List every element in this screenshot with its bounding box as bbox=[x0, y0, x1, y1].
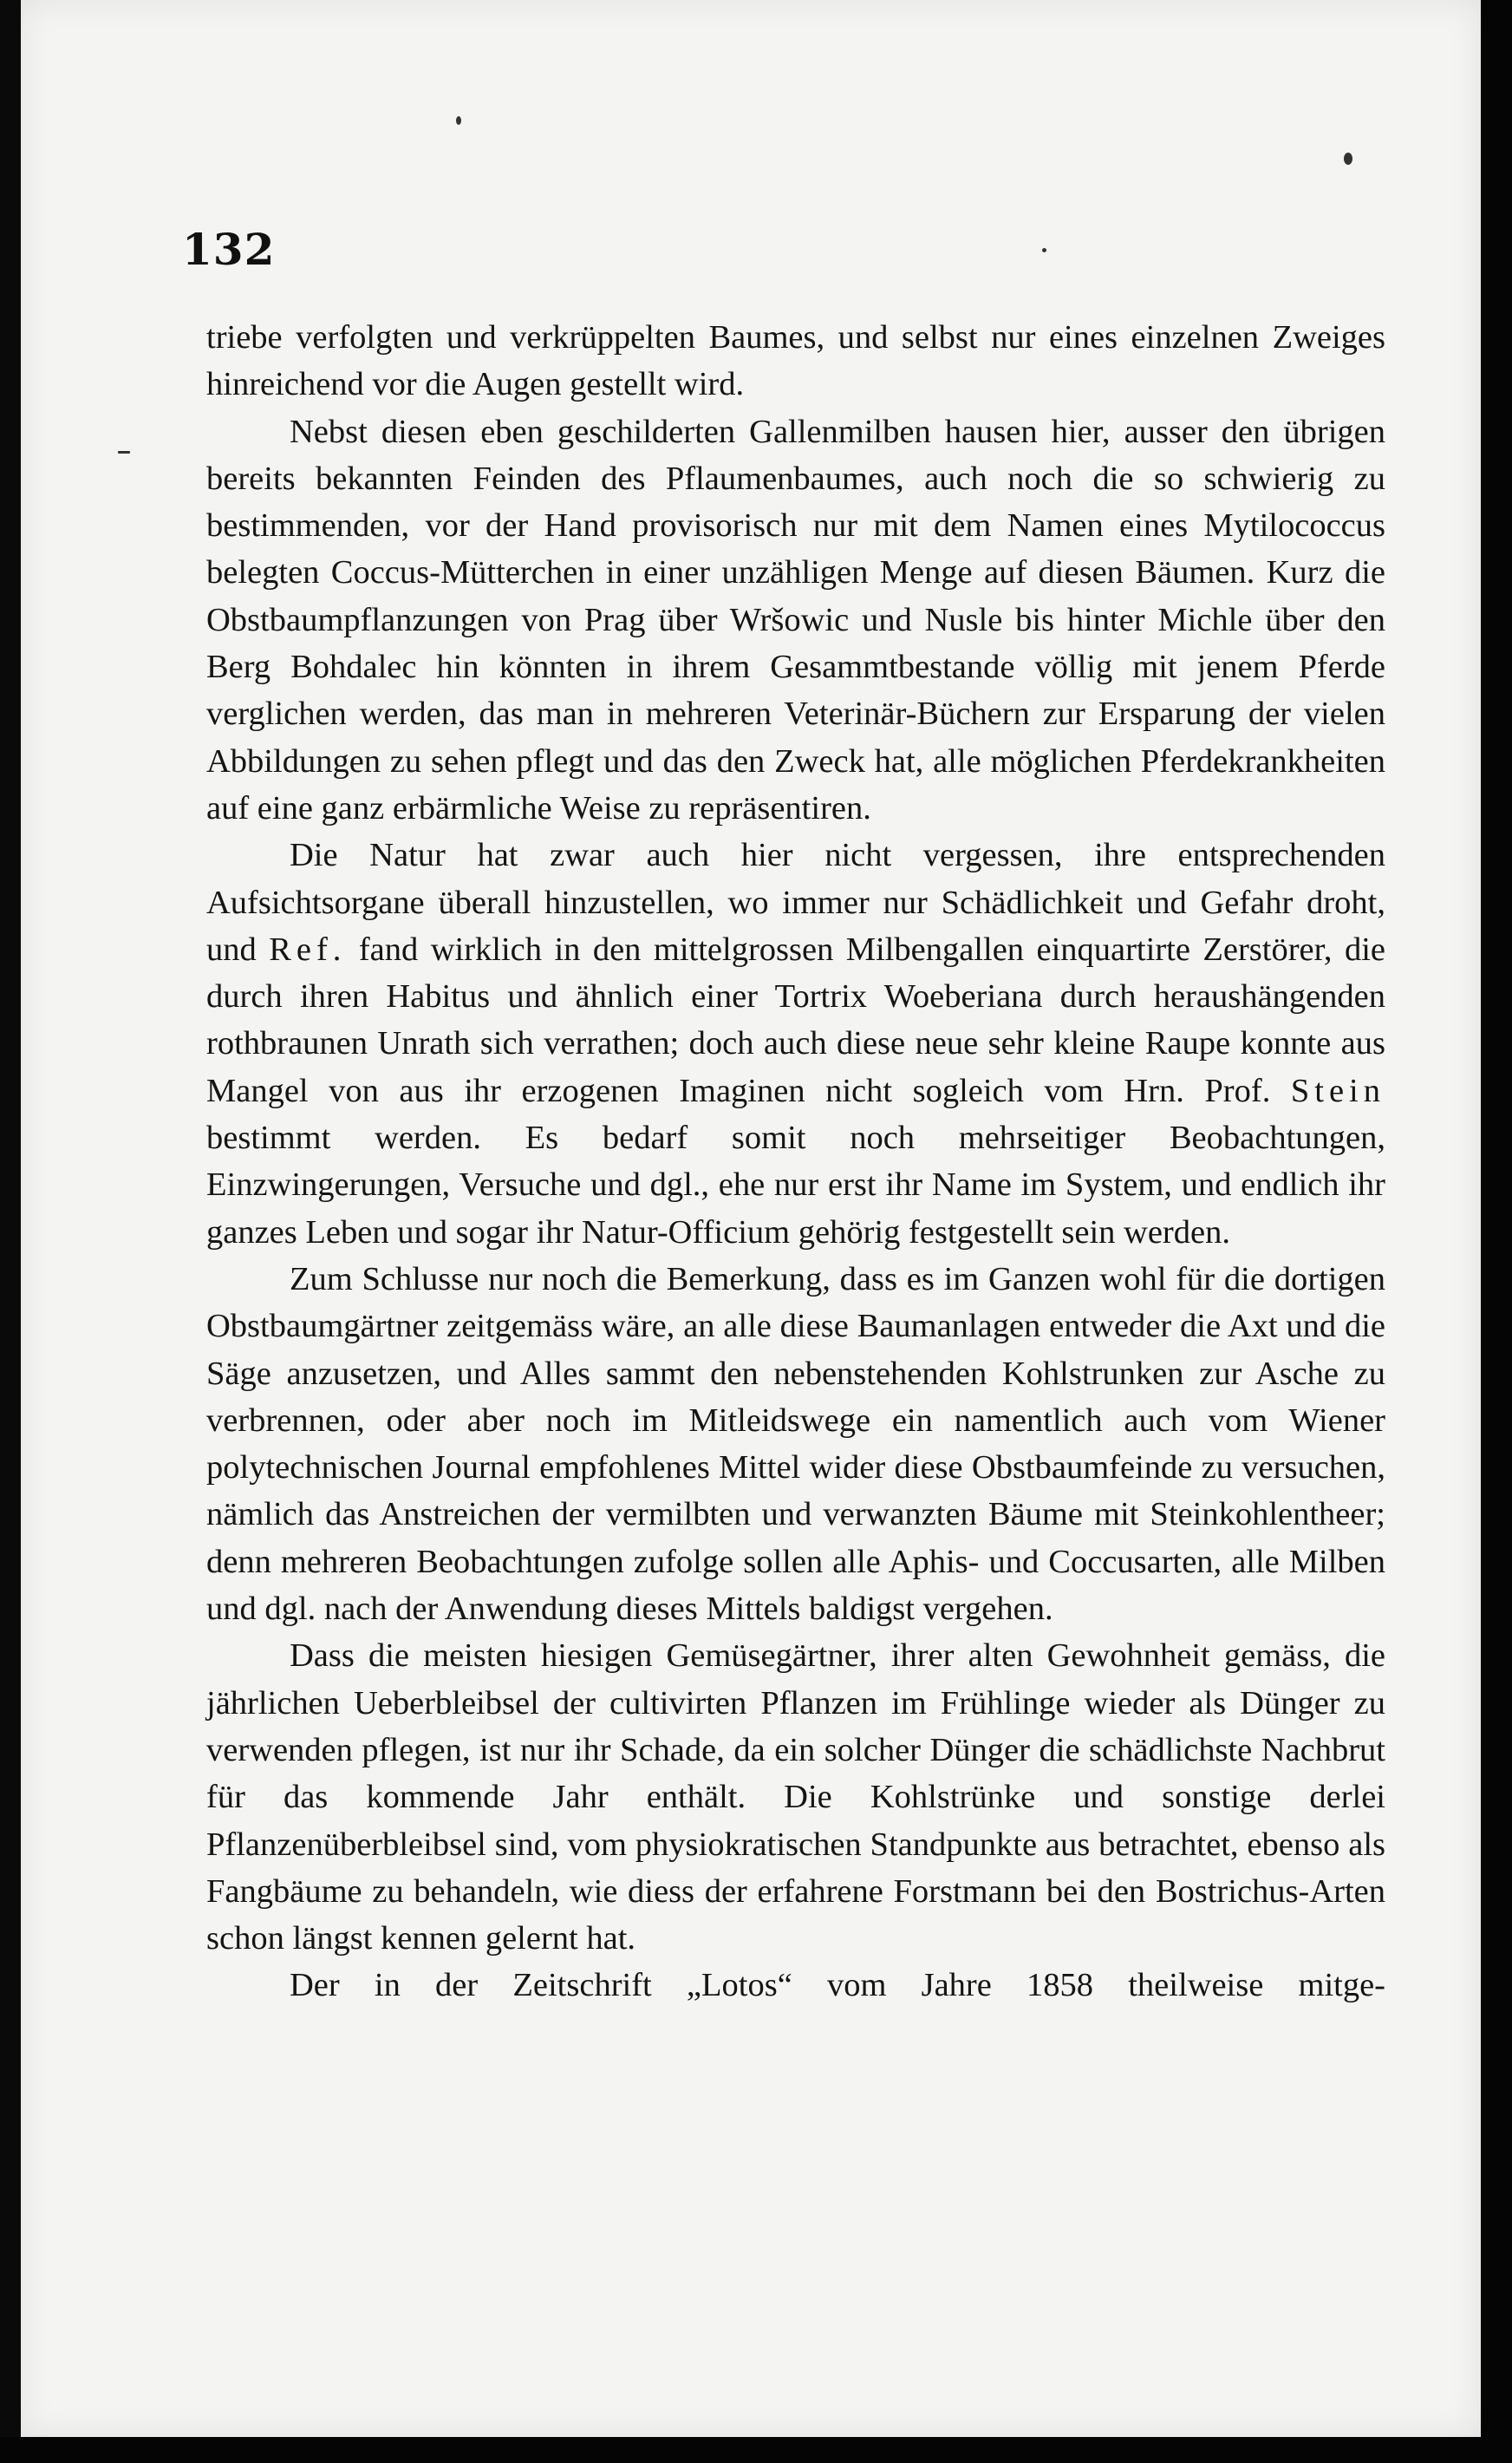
paragraph-2: Nebst diesen eben geschilderten Gallenmilben hausen hier, ausser den übrigen bereits bekannten Feinden des Pflaumenbaumes, auch noch die so schwierig zu bestimmenden, vor der Hand provisorisch nur mit dem Namen eines Mytilococcus belegten Coccus-Mütterchen in einer unzähligen Menge auf diesen Bäumen. Kurz die Obstbaumpflanzungen von Prag über Wršowic und Nusle bis hinter Michle über den Berg Bohdalec hin könnten in ihrem Gesammtbestande völlig mit jenem Pferde verglichen werden, das man in mehreren Veterinär-Büchern zur Ersparung der vielen Abbildungen zu sehen pflegt und das den Zweck hat, alle möglichen Pferdekrankheiten auf eine ganz erbärmliche Weise zu repräsentiren. bbox=[206, 413, 1385, 826]
body-text bbox=[206, 314, 1385, 2009]
scan-border-bottom bbox=[0, 2437, 1512, 2463]
print-speck bbox=[1344, 153, 1352, 165]
paragraph-3-part-1: Die Natur hat zwar auch hier nicht vergessen, ihre entsprechenden Aufsichtsorgane überall hinzustellen, wo immer nur Schädlichkeit und Gefahr droht, und bbox=[206, 837, 1385, 968]
print-speck bbox=[1042, 248, 1046, 252]
paragraph-6: Der in der Zeitschrift „Lotos“ vom Jahre 1858 theilweise mitge- bbox=[290, 1967, 1385, 2004]
print-speck bbox=[456, 116, 461, 125]
person-name-stein: Stein bbox=[1290, 1072, 1385, 1109]
paragraph-4: Zum Schlusse nur noch die Bemerkung, dass es im Ganzen wohl für die dortigen Obstbaumgärtner zeitgemäss wäre, an alle diese Baumanlagen entweder die Axt und die Säge anzusetzen, und Alles sammt den nebenstehenden Kohlstrunken zur Asche zu verbrennen, oder aber noch im Mitleidswege ein namentlich auch vom Wiener polytechnischen Journal empfohlenes Mittel wider diese Obstbaumfeinde zu versuchen, nämlich das Anstreichen der vermilbten und verwanzten Bäume mit Steinkohlentheer; denn mehreren Beobachtungen zufolge sollen alle Aphis- und Coccusarten, alle Milben und dgl. nach der Anwendung dieses Mittels baldigst vergehen. bbox=[206, 1260, 1385, 1628]
paragraph-3-part-3: bestimmt werden. Es bedarf somit noch mehrseitiger Beobachtungen, Einzwingerungen, Versuche und dgl., ehe nur erst ihr Name im System, und endlich ihr ganzes Leben und sogar ihr Natur-Officium gehörig festgestellt sein werden. bbox=[206, 1120, 1385, 1251]
book-page bbox=[21, 0, 1481, 2437]
page-number: 132 bbox=[182, 224, 276, 275]
ref-abbreviation: Ref. bbox=[269, 931, 347, 968]
scan-border-right bbox=[1481, 0, 1512, 2463]
paragraph-3-part-2: fand wirklich in den mittelgrossen Milbengallen einquartirte Zerstörer, die durch ihren Habitus und ähnlich einer Tortrix Woeberiana durch heraushängenden rothbraunen Unrath sich verrathen; doch auch diese neue sehr kleine Raupe konnte aus Mangel von aus ihr erzogenen Imaginen nicht sogleich vom Hrn. Prof. bbox=[206, 931, 1386, 1109]
paragraph-5: Dass die meisten hiesigen Gemüsegärtner, ihrer alten Gewohnheit gemäss, die jährlichen Ueberbleibsel der cultivirten Pflanzen im Frühlinge wieder als Dünger zu verwenden pflegen, ist nur ihr Schade, da ein solcher Dünger die schädlichste Nachbrut für das kommende Jahr enthält. Die Kohlstrünke und sonstige derlei Pflanzenüberbleibsel sind, vom physiokratischen Standpunkte aus betrachtet, ebenso als Fangbäume zu behandeln, wie diess der erfahrene Forstmann bei den Bostrichus-Arten schon längst kennen gelernt hat. bbox=[206, 1637, 1385, 1957]
paragraph-3 bbox=[206, 832, 1385, 1256]
paragraph-1: triebe verfolgten und verkrüppelten Baumes, und selbst nur eines einzelnen Zweiges hinreichend vor die Augen gestellt wird. bbox=[206, 319, 1385, 403]
print-speck bbox=[118, 451, 130, 454]
